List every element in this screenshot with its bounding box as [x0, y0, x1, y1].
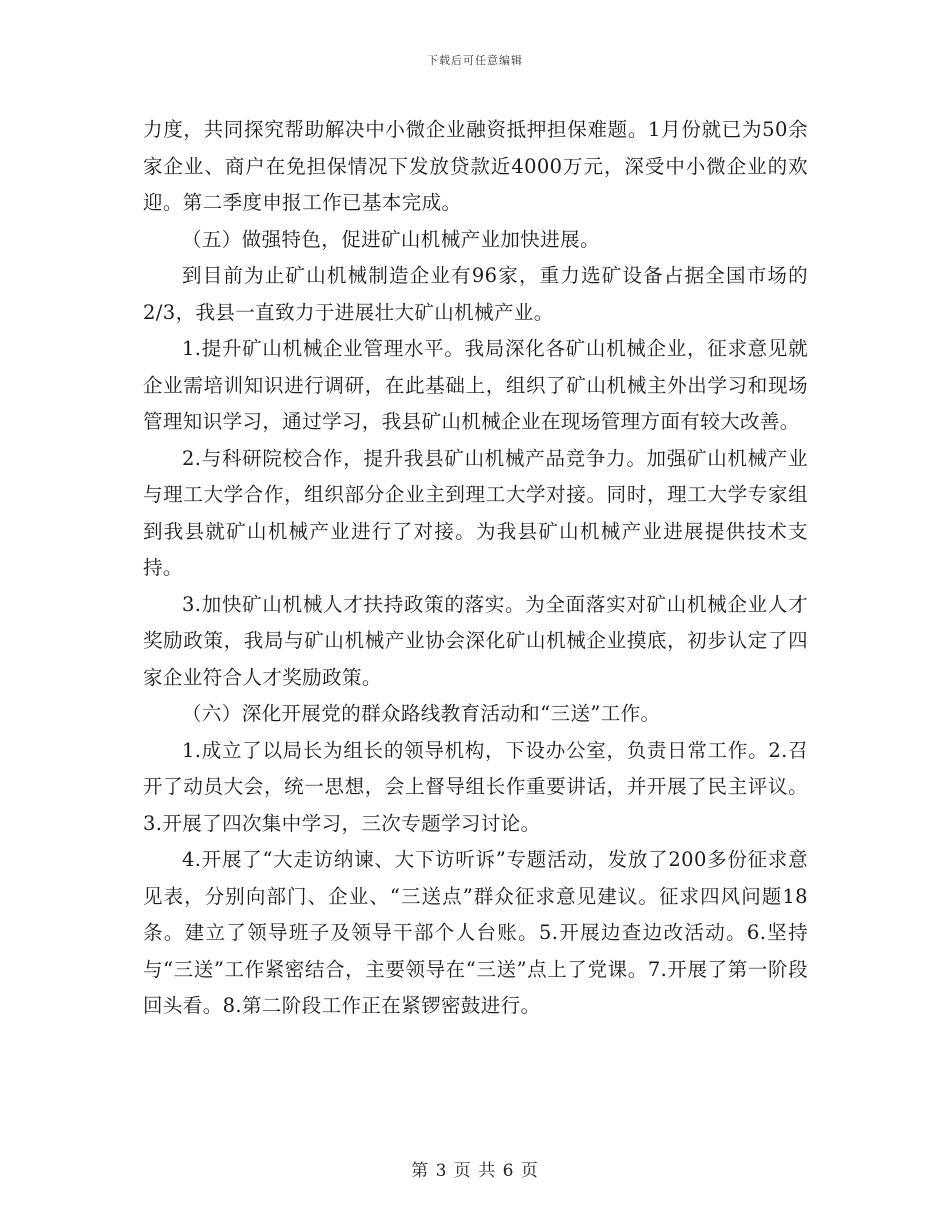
- paragraph-continuation: 力度，共同探究帮助解决中小微企业融资抵押担保难题。1月份就已为50余家企业、商户在免担保情况下发放贷款近4000万元，深受中小微企业的欢迎。第二季度申报工作已基本完成。: [143, 118, 808, 214]
- document-body: [143, 112, 808, 1025]
- paragraph-item-1-management: 1.提升矿山机械企业管理水平。我局深化各矿山机械企业，征求意见就企业需培训知识进行调研，在此基础上，组织了矿山机械主外出学习和现场管理知识学习，通过学习，我县矿山机械企业在现场管理方面有较大改善。: [143, 337, 808, 433]
- paragraph-mining-overview: 到目前为止矿山机械制造企业有96家，重力选矿设备占据全国市场的2/3，我县一直致力于进展壮大矿山机械产业。: [143, 264, 808, 324]
- page-number-footer: 第 3 页 共 6 页: [411, 1161, 539, 1181]
- paragraph-items-1-3-activities: 1.成立了以局长为组长的领导机构，下设办公室，负责日常工作。2.召开了动员大会，统一思想，会上督导组长作重要讲话，并开展了民主评议。3.开展了四次集中学习，三次专题学习讨论。: [143, 738, 808, 835]
- section-heading-six: （六）深化开展党的群众路线教育活动和“三送”工作。: [182, 702, 661, 725]
- page-header: 下载后可任意编辑: [427, 54, 523, 67]
- paragraph-items-4-8-activities: 4.开展了“大走访纳谏、大下访听诉”专题活动，发放了200多份征求意见表，分别向部门、企业、“三送点”群众征求意见建议。征求四风问题18条。建立了领导班子及领导干部个人台账。5.开展边查边改活动。6.坚持与“三送”工作紧密结合，主要领导在“三送”点上了党课。7.开展了第一阶段回头看。8.第二阶段工作正在紧锣密鼓进行。: [143, 848, 808, 1017]
- paragraph-item-2-cooperation: 2.与科研院校合作，提升我县矿山机械产品竞争力。加强矿山机械产业与理工大学合作，组织部分企业主到理工大学对接。同时，理工大学专家组到我县就矿山机械产业进行了对接。为我县矿山机械产业进展提供技术支持。: [143, 446, 808, 579]
- paragraph-item-3-talent: 3.加快矿山机械人才扶持政策的落实。为全面落实对矿山机械企业人才奖励政策，我局与矿山机械产业协会深化矿山机械企业摸底，初步认定了四家企业符合人才奖励政策。: [143, 592, 808, 689]
- section-heading-five: （五）做强特色，促进矿山机械产业加快进展。: [182, 227, 600, 251]
